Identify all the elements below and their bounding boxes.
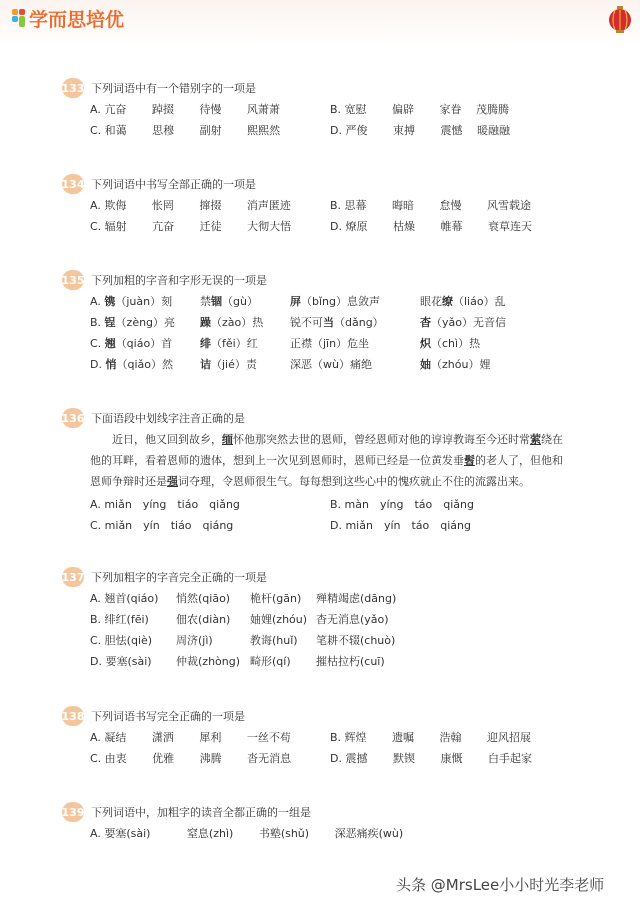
question-number: 138	[62, 706, 84, 726]
question-stem: 下列加粗的字音和字形无误的一项是	[91, 274, 267, 287]
lantern-icon	[608, 6, 632, 34]
option-c[interactable]: C. 和蔼 思穆 副射 熙熙然	[90, 124, 281, 137]
option-d[interactable]: D. 燎原 枯燥 帷幕 衰草连天	[330, 220, 532, 233]
option-a[interactable]: A. 亢奋 踔掇 待慢 风萧萧	[90, 103, 280, 116]
option-c[interactable]: C. 翘（qiáo）首 绯（fěi）红 正襟（jīn）危坐 炽（chì）热	[90, 337, 481, 350]
question-stem: 下面语段中划线字注音正确的是	[91, 412, 245, 425]
question-number: 133	[62, 78, 84, 98]
option-b[interactable]: B. màn yíng táo qiǎng	[330, 498, 475, 511]
option-c[interactable]: C. miǎn yín tiáo qiáng	[90, 519, 234, 532]
option-c[interactable]: C. 由衷 优雅 沸腾 沓无消息	[90, 752, 292, 765]
question-number: 135	[62, 270, 84, 290]
option-a[interactable]: A. 凝结 潇洒 犀利 一丝不苟	[90, 731, 291, 744]
option-b[interactable]: B. 绯红(fēi) 佃农(diàn) 妯娌(zhóu) 杳无消息(yǎo)	[90, 613, 389, 626]
option-d[interactable]: D. 严俊 束搏 震憾 暖融融	[330, 124, 510, 137]
option-a[interactable]: A. 欺侮 怅罔 撺掇 消声匿迹	[90, 199, 291, 212]
option-a[interactable]: A. miǎn yíng tiáo qiǎng	[90, 498, 240, 511]
option-d[interactable]: D. 要塞(sài) 仲裁(zhòng) 畸形(qí) 摧枯拉朽(cuī)	[90, 655, 385, 668]
question-number: 136	[62, 408, 84, 428]
option-c[interactable]: C. 胆怯(qiè) 周济(jì) 教诲(huǐ) 笔耕不辍(chuò)	[90, 634, 396, 647]
option-a[interactable]: A. 要塞(sài) 窒息(zhì) 书塾(shǔ) 深恶痛疾(wù)	[90, 827, 404, 840]
option-b[interactable]: B. 锃（zèng）亮 躁（zào）热 锐不可当（dǎng） 杳（yǎo）无音信	[90, 316, 506, 329]
brand-name: 学而思培优	[29, 8, 125, 31]
option-d[interactable]: D. 悄（qiǎo）然 诘（jié）责 深恶（wù）痛绝 妯（zhóu）娌	[90, 358, 491, 371]
option-b[interactable]: B. 思幕 晦暗 怠慢 风雪载途	[330, 199, 532, 212]
passage: 近日，他又回到故乡，缅怀他那突然去世的恩师，曾经恩师对他的谆谆教诲至今还时常萦绕在他的耳畔，看着恩师的遗体，想到上一次见到恩师时，恩师已经是一位黄发垂髫的老人了，但他和恩师争辩时还是强词夺理，令恩师很生气。每每想到这些心中的愧疚就止不住的流露出来。	[90, 433, 563, 488]
option-c[interactable]: C. 辐射 亢奋 迁徒 大彻大悟	[90, 220, 292, 233]
question-number: 137	[62, 567, 84, 587]
option-d[interactable]: D. miǎn yín táo qiáng	[330, 519, 472, 532]
logo-mark-icon	[12, 8, 26, 28]
question-stem: 下列词语中有一个错别字的一项是	[91, 82, 256, 95]
option-d[interactable]: D. 震撼 默锲 康慨 白手起家	[330, 752, 532, 765]
option-b[interactable]: B. 辉煌 遗嘱 浩翰 迎风招展	[330, 731, 532, 744]
option-a[interactable]: A. 镌（juàn）刻 禁锢（gù） 屏（bǐng）息敛声 眼花缭（liáo）乱	[90, 295, 506, 308]
question-number: 134	[62, 174, 84, 194]
question-stem: 下列词语中，加粗字的读音全都正确的一组是	[91, 806, 311, 819]
question-stem: 下列词语中书写全部正确的一项是	[91, 178, 256, 191]
option-a[interactable]: A. 翘首(qiáo) 悄然(qiāo) 桅杆(gān) 殚精竭虑(dāng)	[90, 592, 397, 605]
option-b[interactable]: B. 宽慰 偏辟 家眷 茂腾腾	[330, 103, 510, 116]
question-number: 139	[62, 802, 84, 822]
brand-logo	[12, 5, 124, 31]
watermark: 头条 @MrsLee小小时光李老师	[396, 876, 605, 894]
question-stem: 下列词语书写完全正确的一项是	[91, 710, 245, 723]
question-stem: 下列加粗字的字音完全正确的一项是	[91, 571, 267, 584]
